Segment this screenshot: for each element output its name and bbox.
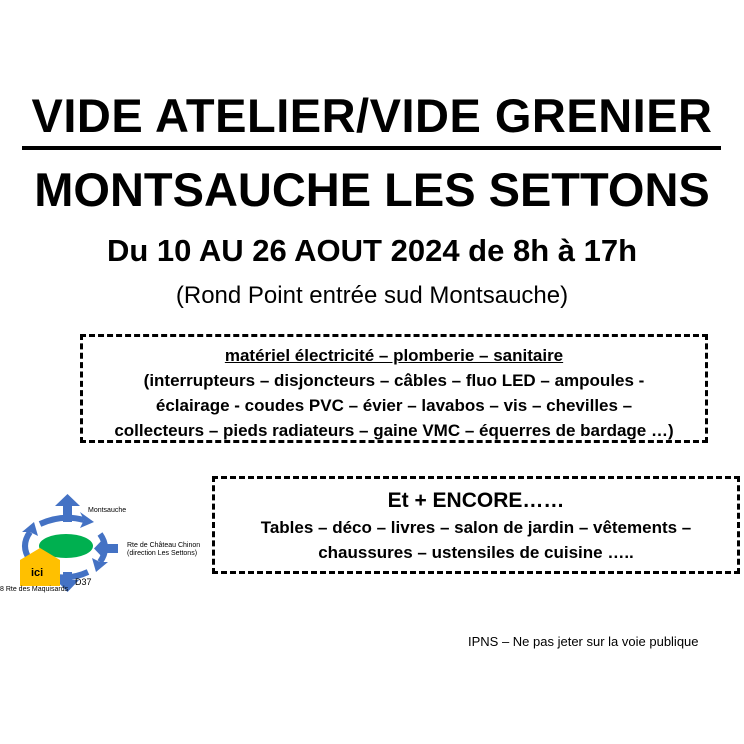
map-label-east-1: Rte de Château Chinon [127, 542, 201, 549]
equipment-line: (interrupteurs – disjoncteurs – câbles – fluo LED – ampoules - [143, 371, 645, 390]
more-items-line: chaussures – ustensiles de cuisine ….. [318, 543, 634, 562]
more-items-title: Et + ENCORE…… [387, 489, 565, 512]
east-arrow-head [94, 538, 104, 559]
more-items-box [212, 476, 740, 574]
map-label-here: ici [31, 567, 44, 579]
map-label-road: D37 [75, 577, 92, 587]
roundabout-map [0, 490, 230, 600]
north-arrow-head [55, 494, 80, 506]
east-arrow-shaft [104, 544, 118, 553]
ipns-notice: IPNS – Ne pas jeter sur la voie publique [468, 634, 699, 649]
equipment-line: collecteurs – pieds radiateurs – gaine VMC – équerres de bardage …) [114, 421, 674, 440]
loop-arrow-top [40, 518, 84, 524]
map-label-address: 8 Rte des Maquisards [0, 586, 69, 593]
map-label-north: Montsauche [88, 507, 127, 514]
title-line-1: VIDE ATELIER/VIDE GRENIER [31, 89, 713, 142]
map-label-east-2: (direction Les Settons) [127, 550, 198, 557]
equipment-box-title: matériel électricité – plomberie – sanitaire [224, 346, 564, 365]
equipment-box [80, 334, 708, 443]
title-line-2: MONTSAUCHE LES SETTONS [34, 163, 710, 216]
more-items-line: Tables – déco – livres – salon de jardin – vêtements – [260, 518, 692, 537]
north-arrow-shaft [63, 504, 72, 522]
event-location: (Rond Point entrée sud Montsauche) [175, 282, 569, 309]
equipment-line: éclairage - coudes PVC – évier – lavabos – vis – chevilles – [155, 396, 633, 415]
event-dates: Du 10 AU 26 AOUT 2024 de 8h à 17h [106, 233, 638, 268]
title-underline [22, 146, 721, 150]
